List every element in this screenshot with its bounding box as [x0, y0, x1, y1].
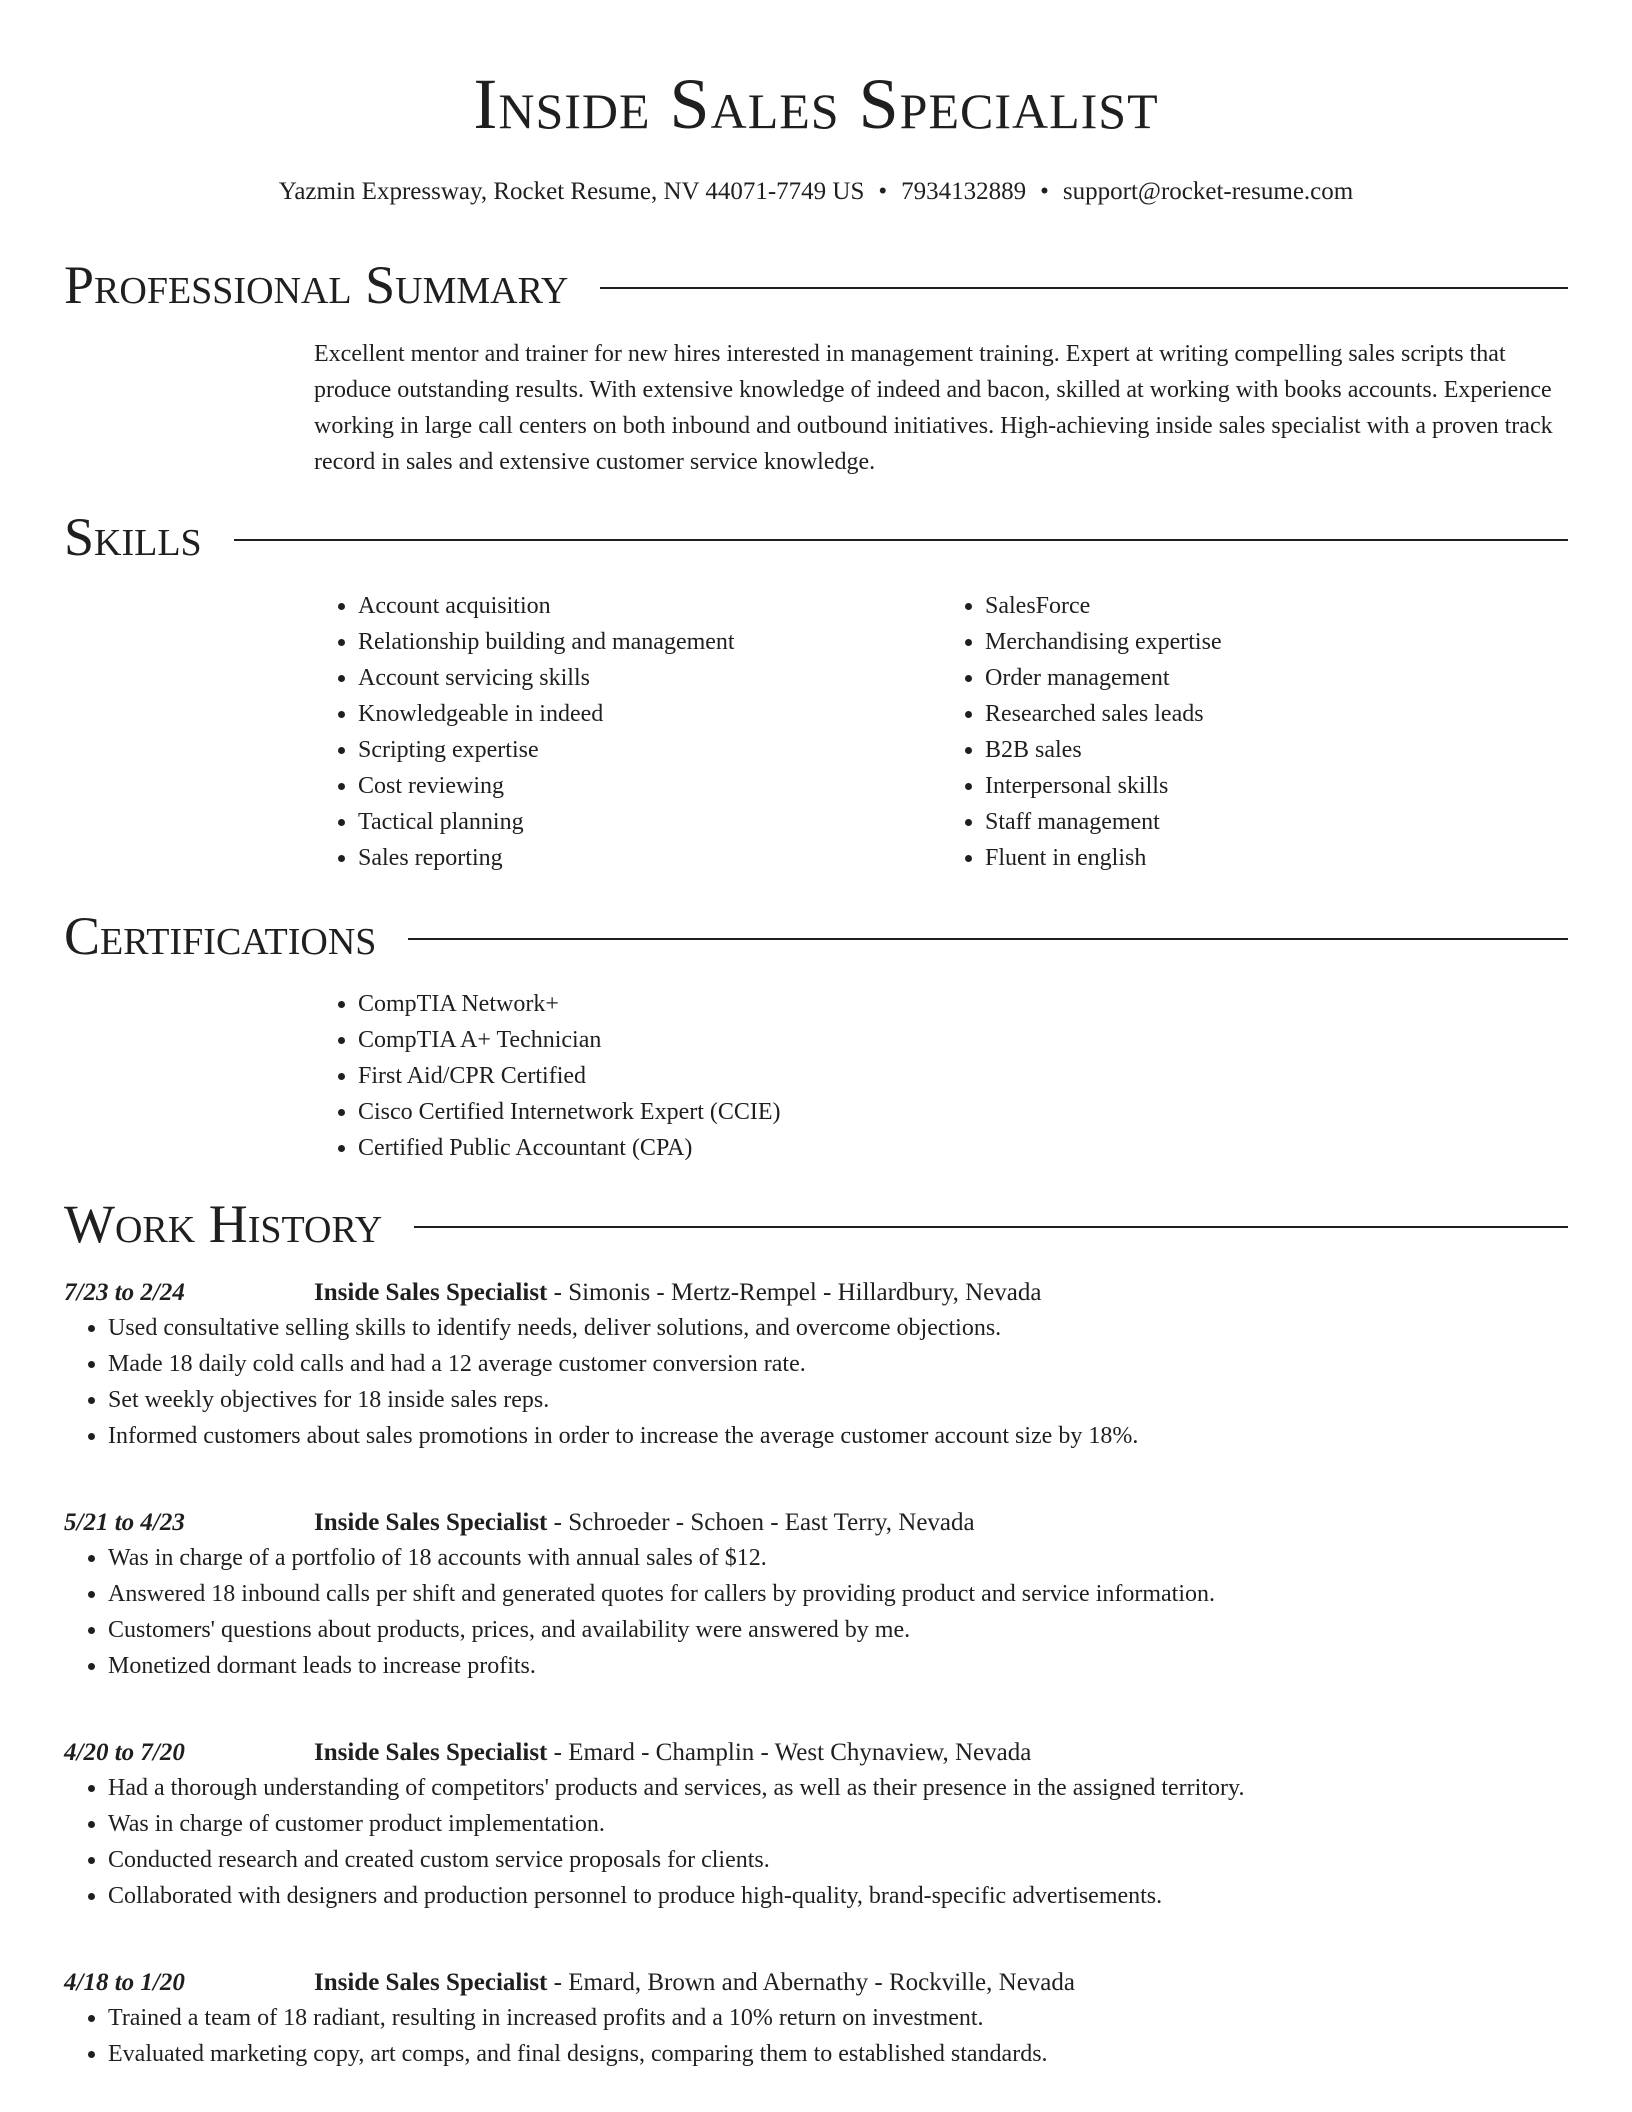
summary-section-title: Professional Summary: [64, 255, 569, 315]
summary-section-header: [64, 255, 1568, 315]
list-item: • Relationship building and management: [358, 624, 941, 660]
job-header: [64, 1276, 1568, 1310]
skills-list-right: [941, 588, 1568, 876]
list-item: • Fluent in english: [985, 840, 1568, 876]
section-divider: [600, 287, 1568, 289]
list-item: • Knowledgeable in indeed: [358, 696, 941, 732]
list-item: • Staff management: [985, 804, 1568, 840]
list-item: • Interpersonal skills: [985, 768, 1568, 804]
section-divider: [408, 938, 1568, 940]
list-item: • Trained a team of 18 radiant, resulting in increased profits and a 10% return on investment.: [108, 2000, 1568, 2036]
job-header: [64, 1736, 1568, 1770]
list-item: • Had a thorough understanding of competitors' products and services, as well as their presence in the assigned territory.: [108, 1770, 1568, 1806]
job-dates: 5/21 to 4/23: [64, 1509, 185, 1536]
list-item: • Certified Public Accountant (CPA): [358, 1130, 1568, 1166]
job-entry: [64, 1736, 1568, 1914]
contact-address: Yazmin Expressway, Rocket Resume, NV 44071-7749 US: [278, 178, 865, 205]
list-item: • Evaluated marketing copy, art comps, and final designs, comparing them to established standards.: [108, 2036, 1568, 2072]
skills-list-left: [314, 588, 941, 876]
skills-columns: [314, 588, 1568, 876]
job-title: Inside Sales Specialist: [314, 1509, 548, 1536]
list-item: • Account servicing skills: [358, 660, 941, 696]
list-item: • B2B sales: [985, 732, 1568, 768]
job-title-line: [314, 1506, 1568, 1540]
list-item: • Order management: [985, 660, 1568, 696]
job-employer: - Schroeder - Schoen - East Terry, Nevada: [547, 1509, 975, 1536]
job-title-line: [314, 1966, 1568, 2000]
list-item: • Merchandising expertise: [985, 624, 1568, 660]
list-item: • Researched sales leads: [985, 696, 1568, 732]
job-bullets: [64, 1310, 1568, 1454]
list-item: • First Aid/CPR Certified: [358, 1058, 1568, 1094]
job-title: Inside Sales Specialist: [314, 1739, 548, 1766]
job-entry: [64, 1506, 1568, 1684]
work-section-header: [64, 1194, 1568, 1254]
certifications-section-header: [64, 906, 1568, 966]
list-item: • Was in charge of customer product implementation.: [108, 1806, 1568, 1842]
resume-name: Inside Sales Specialist: [473, 64, 1159, 144]
list-item: • Answered 18 inbound calls per shift and generated quotes for callers by providing product and service information.: [108, 1576, 1568, 1612]
job-title-line: [314, 1736, 1568, 1770]
list-item: • Sales reporting: [358, 840, 941, 876]
list-item: • Was in charge of a portfolio of 18 accounts with annual sales of $12.: [108, 1540, 1568, 1576]
list-item: • Tactical planning: [358, 804, 941, 840]
list-item: • Monetized dormant leads to increase profits.: [108, 1648, 1568, 1684]
skills-section-title: Skills: [64, 507, 202, 567]
job-header: [64, 1506, 1568, 1540]
list-item: • Collaborated with designers and production personnel to produce high-quality, brand-specific advertisements.: [108, 1878, 1568, 1914]
list-item: • Account acquisition: [358, 588, 941, 624]
section-divider: [414, 1226, 1568, 1228]
job-title: Inside Sales Specialist: [314, 1279, 548, 1306]
list-item: • Cost reviewing: [358, 768, 941, 804]
list-item: • Conducted research and created custom service proposals for clients.: [108, 1842, 1568, 1878]
job-dates: 7/23 to 2/24: [64, 1279, 185, 1306]
contact-email[interactable]: support@rocket-resume.com: [1062, 178, 1354, 205]
list-item: • Made 18 daily cold calls and had a 12 average customer conversion rate.: [108, 1346, 1568, 1382]
job-entry: [64, 1966, 1568, 2072]
list-item: • Informed customers about sales promotions in order to increase the average customer account size by 18%.: [108, 1418, 1568, 1454]
job-title-line: [314, 1276, 1568, 1310]
job-employer: - Simonis - Mertz-Rempel - Hillardbury, Nevada: [547, 1279, 1042, 1306]
list-item: • Scripting expertise: [358, 732, 941, 768]
job-bullets: [64, 2000, 1568, 2072]
skills-section-header: [64, 507, 1568, 567]
list-item: • SalesForce: [985, 588, 1568, 624]
section-divider: [234, 539, 1568, 541]
list-item: • CompTIA Network+: [358, 986, 1568, 1022]
contact-separator: •: [878, 178, 888, 205]
job-employer: - Emard - Champlin - West Chynaview, Nevada: [547, 1739, 1032, 1766]
list-item: • Set weekly objectives for 18 inside sales reps.: [108, 1382, 1568, 1418]
job-dates: 4/20 to 7/20: [64, 1739, 185, 1766]
contact-phone: 7934132889: [901, 178, 1027, 205]
work-section-title: Work History: [64, 1194, 383, 1254]
certifications-list: [314, 986, 1568, 1166]
list-item: • Cisco Certified Internetwork Expert (CCIE): [358, 1094, 1568, 1130]
job-bullets: [64, 1540, 1568, 1684]
job-employer: - Emard, Brown and Abernathy - Rockville, Nevada: [547, 1969, 1075, 1996]
job-header: [64, 1966, 1568, 2000]
certifications-block: [314, 986, 1568, 1166]
job-bullets: [64, 1770, 1568, 1914]
job-dates: 4/18 to 1/20: [64, 1969, 185, 1996]
contact-line: [0, 176, 1632, 208]
certifications-section-title: Certifications: [64, 906, 377, 966]
job-entry: [64, 1276, 1568, 1454]
list-item: • CompTIA A+ Technician: [358, 1022, 1568, 1058]
summary-text: Excellent mentor and trainer for new hires interested in management training. Expert at writing compelling sales scripts that produce outstanding results. With extensive knowledge of indeed and bacon, skilled at working with books accounts. Experience working in large call centers on both inbound and outbound initiatives. High-achieving inside sales specialist with a proven track record in sales and extensive customer service knowledge.: [314, 341, 1553, 475]
job-title: Inside Sales Specialist: [314, 1969, 548, 1996]
contact-separator: •: [1040, 178, 1049, 205]
list-item: • Customers' questions about products, prices, and availability were answered by me.: [108, 1612, 1568, 1648]
list-item: • Used consultative selling skills to identify needs, deliver solutions, and overcome objections.: [108, 1310, 1568, 1346]
